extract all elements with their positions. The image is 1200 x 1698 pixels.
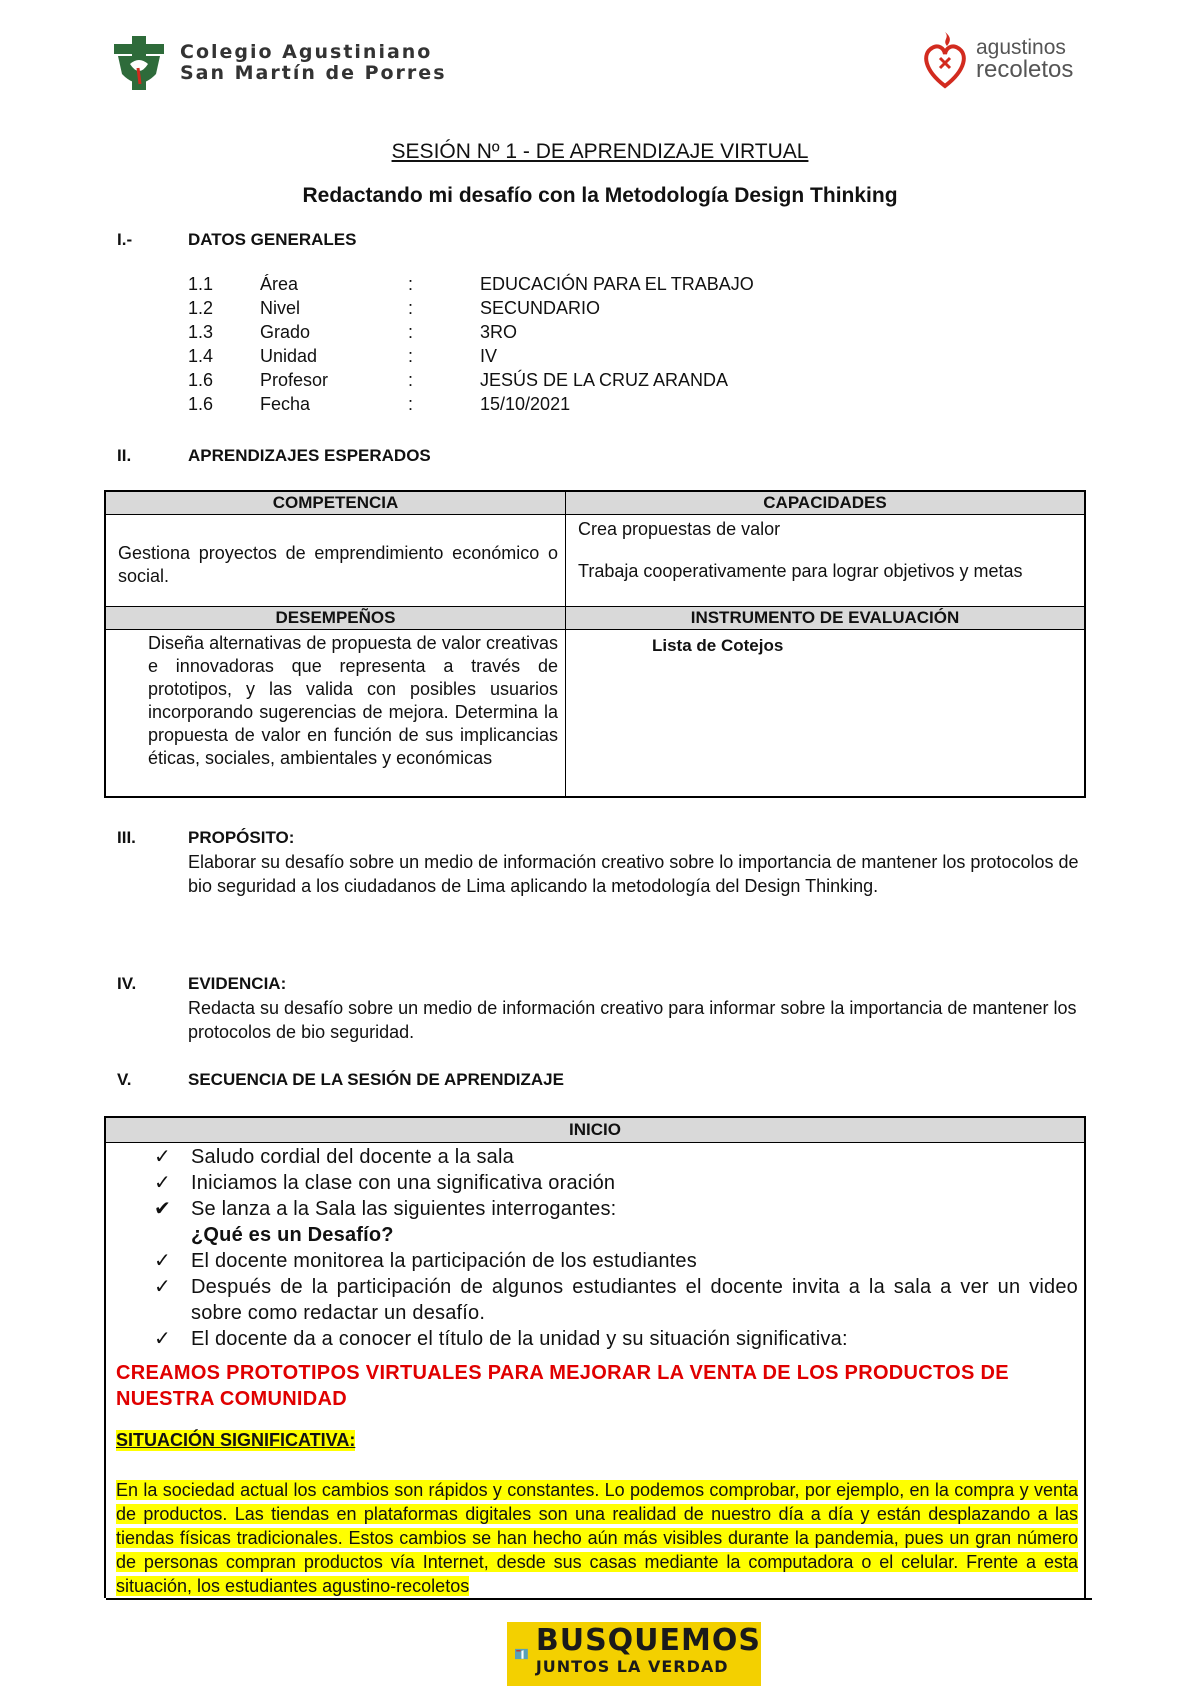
data-row-area (188, 272, 754, 296)
data-row-separator: : (408, 274, 414, 294)
check-icon: ✓ (154, 1276, 171, 1298)
data-row-number: 1.3 (188, 322, 214, 342)
check-icon: ✔ (154, 1198, 171, 1220)
list-item (154, 1248, 1078, 1274)
table-bottom-border (106, 1598, 1092, 1600)
data-row-separator: : (408, 298, 414, 318)
data-row-separator: : (408, 394, 414, 414)
list-item-text: Saludo cordial del docente a la sala (191, 1146, 514, 1168)
section4-number: IV. (117, 974, 137, 993)
activity-checklist (154, 1144, 1078, 1352)
data-row-separator: : (408, 322, 414, 342)
data-row-unidad (188, 344, 754, 368)
brand-logo (920, 28, 1073, 90)
list-item (154, 1326, 1078, 1352)
data-row-value: 3RO (480, 322, 518, 342)
footer-line1: BUSQUEMOS (535, 1623, 761, 1658)
data-row-label: Fecha (260, 394, 311, 414)
instrumento-text: Lista de Cotejos (652, 636, 784, 655)
data-row-grado (188, 320, 754, 344)
purpose-text: Elaborar su desafío sobre un medio de información creativo sobre lo importancia de mantener los protocolos de bio seguridad a los ciudadanos de Lima aplicando la metodología del Design Thinking. (188, 852, 1079, 896)
section1-number: I.- (117, 230, 133, 249)
school-name-line2: San Martín de Porres (180, 62, 447, 84)
data-row-number: 1.2 (188, 298, 214, 318)
flaming-heart-icon (920, 28, 970, 90)
brand-line1: agustinos (976, 36, 1066, 59)
section3-number: III. (117, 828, 136, 847)
data-row-label: Nivel (260, 298, 301, 318)
question-text: ¿Qué es un Desafío? (191, 1224, 394, 1246)
data-row-label: Unidad (260, 346, 318, 366)
header-inicio: INICIO (106, 1118, 1084, 1143)
section5-number: V. (117, 1070, 132, 1089)
evidence-text: Redacta su desafío sobre un medio de información creativo para informar sobre la importancia de mantener los protocolos de bio seguridad. (188, 998, 1077, 1042)
school-name-line1: Colegio Agustiniano (180, 41, 433, 63)
question-line (154, 1222, 1078, 1248)
unit-title: CREAMOS PROTOTIPOS VIRTUALES PARA MEJORAR LA VENTA DE LOS PRODUCTOS DE NUESTRA COMUNIDAD (116, 1362, 1009, 1410)
check-icon: ✓ (154, 1250, 171, 1272)
check-icon: ✓ (154, 1172, 171, 1194)
significant-situation-text: En la sociedad actual los cambios son rápidos y constantes. Lo podemos comprobar, por ejemplo, en la compra y venta de productos. Las tiendas en plataformas digitales son una realidad de nuestro día a día y están desplazando a las tiendas físicas tradicionales. Estos cambios se han hecho aún más visibles durante la pandemia, pues un gran número de personas compran productos vía Internet, desde sus casas mediante la computadora o el celular. Frente a esta situación, los estudiantes agustino-recoletos (116, 1480, 1078, 1596)
data-row-value: JESÚS DE LA CRUZ ARANDA (480, 370, 729, 390)
list-item (154, 1196, 1078, 1222)
check-icon: ✓ (154, 1328, 171, 1350)
list-item-text: El docente da a conocer el título de la unidad y su situación significativa: (191, 1328, 848, 1350)
footer-line2: JUNTOS LA VERDAD (535, 1657, 729, 1676)
general-data-list (188, 272, 754, 416)
significant-situation-title: SITUACIÓN SIGNIFICATIVA: (116, 1430, 356, 1450)
section5-title: SECUENCIA DE LA SESIÓN DE APRENDIZAJE (188, 1070, 564, 1089)
header-competencia: COMPETENCIA (106, 492, 565, 515)
check-icon: ✓ (154, 1146, 171, 1168)
data-row-number: 1.6 (188, 370, 214, 390)
school-crest-icon (112, 34, 166, 92)
data-row-number: 1.6 (188, 394, 214, 414)
data-row-value: SECUNDARIO (480, 298, 601, 318)
data-row-value: IV (480, 346, 498, 366)
list-item-text: Después de la participación de algunos estudiantes el docente invita a la sala a ver un video sobre como redactar un desafío. (191, 1276, 1078, 1324)
data-row-number: 1.1 (188, 274, 214, 294)
section1-title: DATOS GENERALES (188, 230, 357, 249)
header-desempenos: DESEMPEÑOS (106, 606, 565, 630)
data-row-label: Profesor (260, 370, 329, 390)
section2-number: II. (117, 446, 132, 465)
data-row-separator: : (408, 370, 414, 390)
data-row-number: 1.4 (188, 346, 214, 366)
data-row-label: Grado (260, 322, 311, 342)
session-sequence-table (104, 1116, 1086, 1598)
list-item (154, 1274, 1078, 1326)
capacidad-2: Trabaja cooperativamente para lograr objetivos y metas (578, 561, 1023, 581)
brand-line2: recoletos (976, 56, 1074, 83)
header-capacidades: CAPACIDADES (566, 492, 1084, 515)
data-row-profesor (188, 368, 754, 392)
competencia-text: Gestiona proyectos de emprendimiento económico o social. (118, 543, 558, 586)
header-instrumento: INSTRUMENTO DE EVALUACIÓN (566, 606, 1084, 630)
list-item-text: El docente monitorea la participación de los estudiantes (191, 1250, 697, 1272)
list-item-text: Iniciamos la clase con una significativa oración (191, 1172, 616, 1194)
desempeno-text: Diseña alternativas de propuesta de valor creativas e innovadoras que representa a través de prototipos, y las valida con posibles usuarios incorporando sugerencias de mejora. Determina la propuesta de valor en función de sus implicancias éticas, sociales, ambientales y económicas (148, 633, 558, 768)
capacidad-1: Crea propuestas de valor (578, 519, 781, 539)
list-item (154, 1144, 1078, 1170)
table-divider (565, 492, 566, 796)
data-row-label: Área (260, 274, 299, 294)
school-logo (112, 34, 447, 92)
significant-situation-paragraph (116, 1478, 1078, 1598)
data-row-nivel (188, 296, 754, 320)
section4-title: EVIDENCIA: (188, 974, 287, 993)
learning-table (104, 490, 1086, 798)
data-row-value: EDUCACIÓN PARA EL TRABAJO (480, 274, 754, 294)
section2-title: APRENDIZAJES ESPERADOS (188, 446, 431, 465)
data-row-value: 15/10/2021 (480, 394, 571, 414)
banner-icon (515, 1626, 528, 1682)
section3-title: PROPÓSITO: (188, 828, 295, 847)
footer-logo (507, 1622, 761, 1686)
document-title: SESIÓN Nº 1 - DE APRENDIZAJE VIRTUAL (391, 140, 809, 163)
document-subtitle: Redactando mi desafío con la Metodología Design Thinking (302, 184, 898, 207)
data-row-separator: : (408, 346, 414, 366)
data-row-fecha (188, 392, 754, 416)
list-item (154, 1170, 1078, 1196)
list-item-text: Se lanza a la Sala las siguientes interrogantes: (191, 1198, 617, 1220)
